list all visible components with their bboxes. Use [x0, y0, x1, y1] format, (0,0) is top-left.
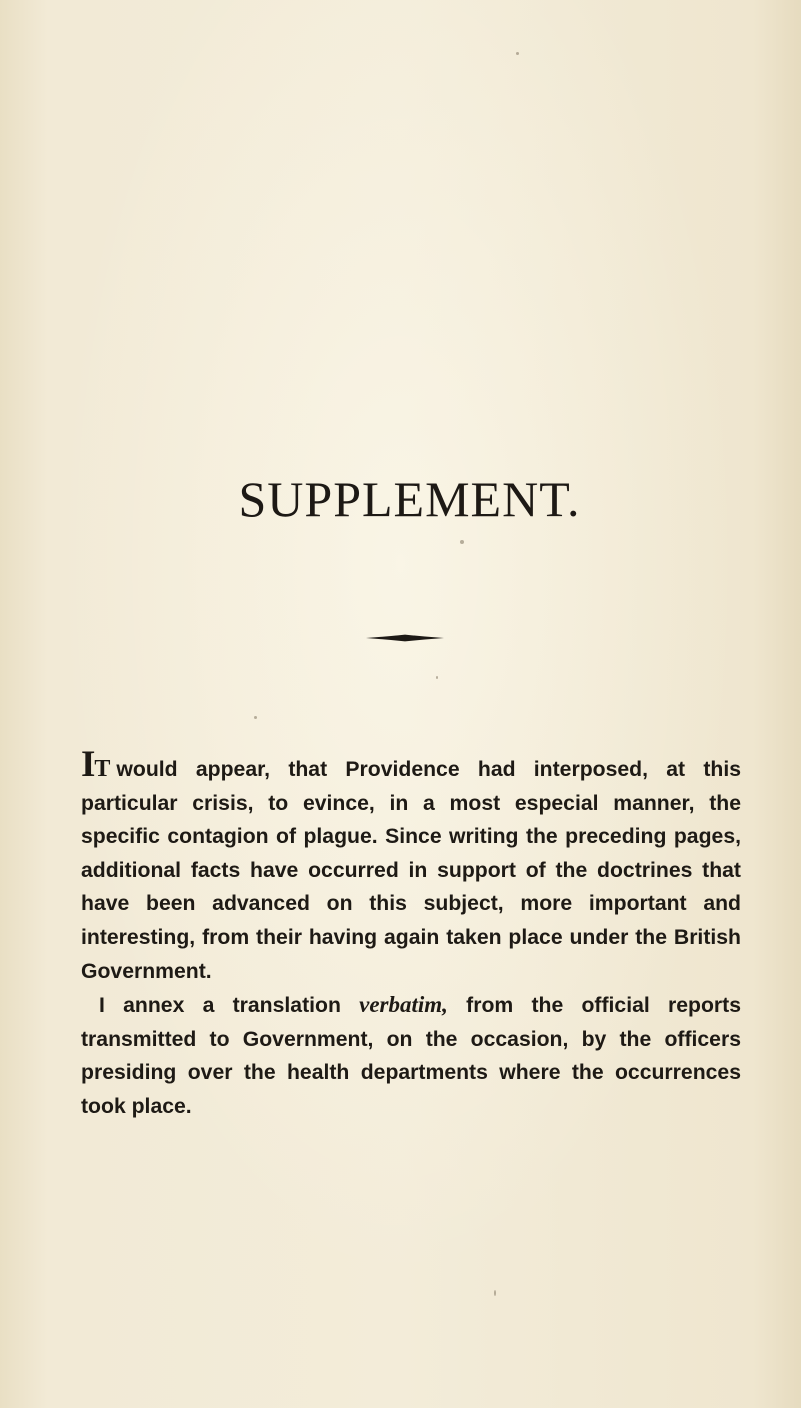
- paper-speck: [516, 52, 519, 55]
- paragraph-2-before: I annex a translation: [99, 994, 360, 1018]
- paper-speck: [436, 676, 438, 679]
- italic-emphasis: verbatim,: [359, 992, 448, 1018]
- drop-cap-continuation: T: [94, 756, 111, 782]
- paper-speck: [460, 540, 464, 544]
- decorative-rule-ornament: [366, 632, 444, 644]
- paper-speck: [494, 1290, 496, 1296]
- drop-cap: I: [81, 744, 95, 785]
- paragraph-1-text: would appear, that Providence had interposed, at this particular crisis, to evince, in a most especial manner, the specific contagion of plague. Since writing the preceding pages, additional facts have occurred in support of the doctrines that have been advanced on this subject, more important and interesting, from their having again taken place under the British Government.: [81, 758, 741, 983]
- paragraph-2-after: from the official reports transmitted to Government, on the occasion, by the officers presiding over the health departments where the occurrences took place.: [81, 994, 741, 1118]
- paper-speck: [254, 716, 257, 719]
- paragraph-1: [81, 744, 741, 988]
- page-title: SUPPLEMENT.: [238, 471, 581, 527]
- paragraph-2: [81, 988, 741, 1123]
- body-text: [81, 744, 741, 1124]
